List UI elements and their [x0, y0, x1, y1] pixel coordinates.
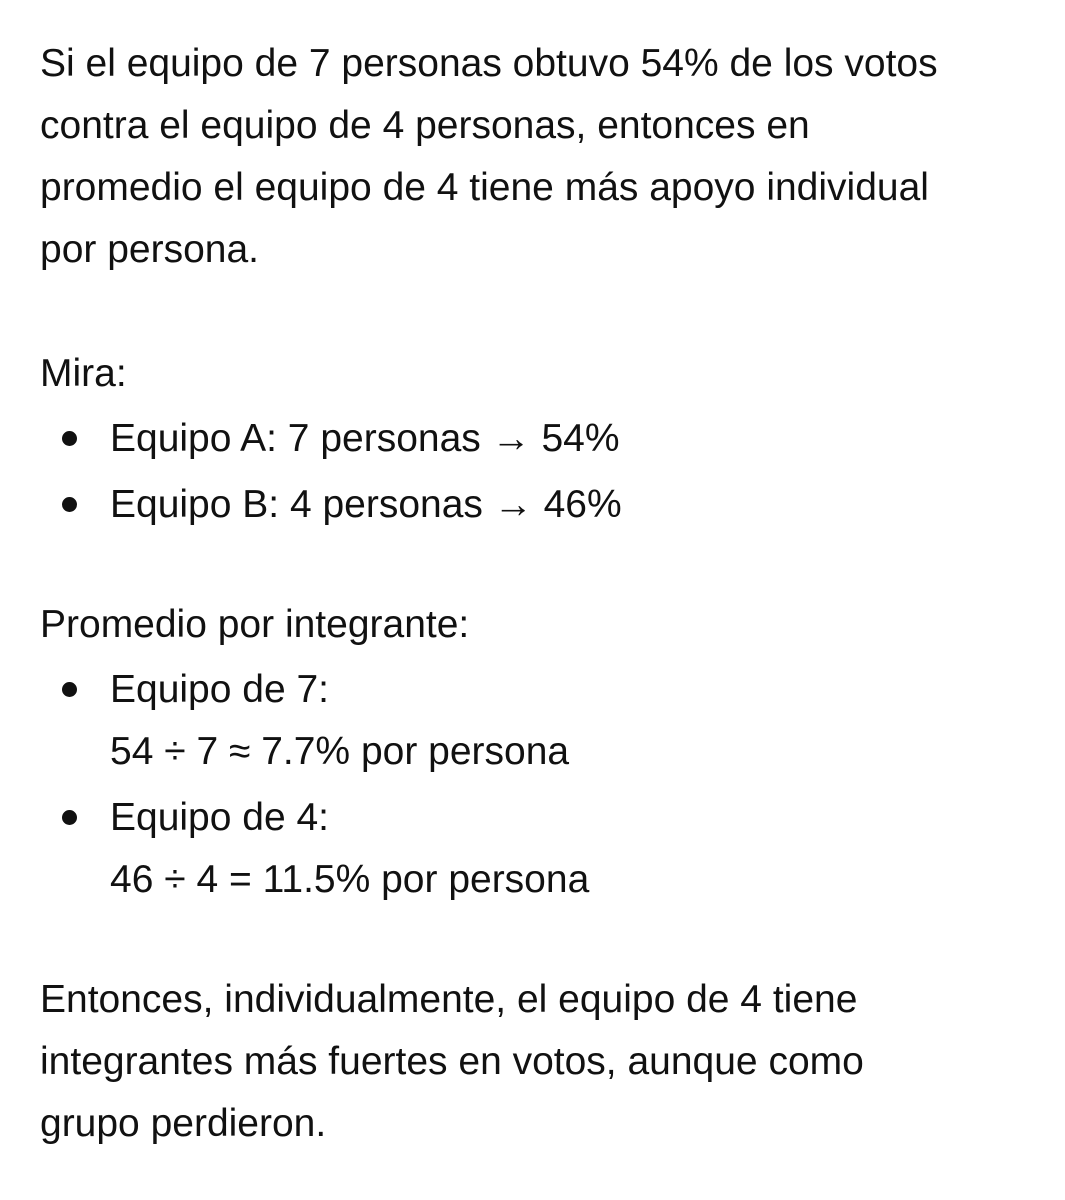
- team-4-label: Equipo de 4:: [110, 796, 330, 839]
- conclusion-line: Entonces, individualmente, el equipo de 4 tiene: [40, 978, 858, 1021]
- spacer: [40, 281, 1025, 343]
- team-share-list: [40, 408, 1025, 536]
- intro-line: contra el equipo de 4 personas, entonces en: [40, 104, 810, 147]
- bullet-icon: [62, 431, 77, 446]
- team-b-share: Equipo B: 4 personas → 46%: [110, 483, 622, 526]
- intro-line: por persona.: [40, 228, 259, 271]
- team-7-label: Equipo de 7:: [110, 668, 330, 711]
- bullet-icon: [62, 810, 77, 825]
- spacer: [40, 536, 1025, 594]
- list-item: [40, 408, 1025, 470]
- average-per-member-list: [40, 659, 1025, 911]
- spacer: [40, 911, 1025, 969]
- conclusion-paragraph: [40, 969, 1000, 1155]
- team-a-share: Equipo A: 7 personas → 54%: [110, 417, 620, 460]
- team-7-calc: 54 ÷ 7 ≈ 7.7% por persona: [110, 730, 570, 773]
- conclusion-line: integrantes más fuertes en votos, aunque como: [40, 1040, 864, 1083]
- bullet-icon: [62, 497, 77, 512]
- list-item: [40, 659, 1025, 783]
- intro-paragraph: [40, 33, 1010, 281]
- list-item: [40, 787, 1025, 911]
- mira-heading: Mira:: [40, 352, 127, 395]
- conclusion-line: grupo perdieron.: [40, 1102, 327, 1145]
- intro-line: promedio el equipo de 4 tiene más apoyo individual: [40, 166, 929, 209]
- team-4-calc: 46 ÷ 4 = 11.5% por persona: [110, 858, 590, 901]
- bullet-icon: [62, 682, 77, 697]
- intro-line: Si el equipo de 7 personas obtuvo 54% de los votos: [40, 42, 938, 85]
- list-item: [40, 474, 1025, 536]
- promedio-heading: Promedio por integrante:: [40, 603, 470, 646]
